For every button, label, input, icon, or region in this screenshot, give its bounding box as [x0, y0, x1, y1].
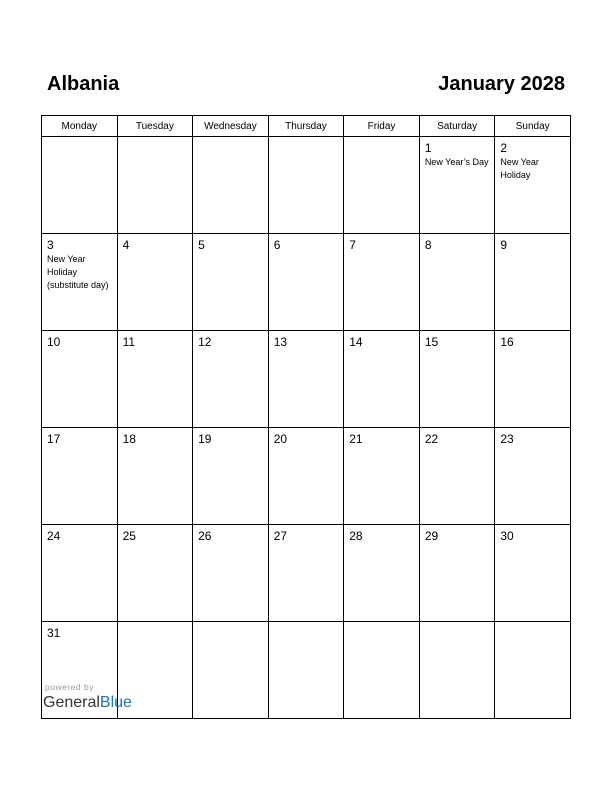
day-cell: [42, 234, 118, 331]
weekday-header: Thursday: [268, 116, 344, 137]
month-year-title: January 2028: [438, 73, 565, 95]
week-row: [42, 331, 571, 428]
day-number: 14: [349, 335, 363, 349]
day-number: 3: [47, 238, 54, 252]
day-cell: [268, 234, 344, 331]
day-cell: [42, 331, 118, 428]
day-number: 21: [349, 432, 363, 446]
weekday-header: Saturday: [419, 116, 495, 137]
day-number: 25: [122, 529, 136, 543]
day-number: 19: [198, 432, 212, 446]
country-title: Albania: [47, 73, 120, 95]
weekday-header: Friday: [344, 116, 420, 137]
day-number: 18: [122, 432, 136, 446]
holiday-label: New Year Holiday: [500, 157, 539, 180]
day-number: 27: [273, 529, 288, 543]
week-row: [42, 234, 571, 331]
day-cell: [42, 525, 118, 622]
day-cell: [495, 331, 571, 428]
day-cell: [344, 622, 420, 719]
holiday-label: New Year Holiday (substitute day): [47, 254, 109, 290]
day-cell: [42, 428, 118, 525]
day-number: 30: [500, 529, 514, 543]
day-cell: [117, 234, 193, 331]
day-cell: [344, 525, 420, 622]
day-cell: [419, 234, 495, 331]
day-cell: [495, 137, 571, 234]
weekday-header-row: [42, 116, 571, 137]
day-number: 7: [349, 238, 356, 252]
day-cell: [344, 137, 420, 234]
brand-blue-text: Blue: [99, 694, 132, 711]
day-cell: [268, 137, 344, 234]
weekday-header: Tuesday: [117, 116, 193, 137]
day-number: 6: [273, 238, 281, 252]
week-row: [42, 137, 571, 234]
holiday-label: New Year’s Day: [424, 157, 489, 167]
day-cell: [42, 137, 118, 234]
week-row: [42, 428, 571, 525]
day-number: 11: [122, 335, 136, 349]
day-cell: [193, 331, 269, 428]
day-number: 8: [424, 238, 432, 252]
day-cell: [344, 331, 420, 428]
day-cell: [419, 428, 495, 525]
day-number: 24: [47, 529, 61, 543]
day-cell: [193, 622, 269, 719]
day-cell: [268, 428, 344, 525]
day-number: 10: [47, 335, 61, 349]
day-cell: [495, 234, 571, 331]
calendar-header: [47, 70, 565, 98]
calendar-body: [42, 137, 571, 719]
day-number: 17: [47, 432, 61, 446]
day-cell: [268, 331, 344, 428]
day-cell: [193, 234, 269, 331]
weekday-header: Sunday: [495, 116, 571, 137]
day-number: 15: [424, 335, 439, 349]
day-cell: [495, 525, 571, 622]
day-cell: [419, 525, 495, 622]
weekday-header: Monday: [42, 116, 118, 137]
day-cell: [117, 428, 193, 525]
day-cell: [495, 428, 571, 525]
day-cell: [268, 525, 344, 622]
footer-brand: [43, 682, 132, 712]
calendar-grid: [41, 115, 571, 719]
day-cell: [268, 622, 344, 719]
powered-by-label: powered by: [45, 682, 94, 692]
day-number: 20: [273, 432, 288, 446]
day-number: 23: [500, 432, 514, 446]
day-number: 31: [47, 626, 61, 640]
brand-general-text: General: [43, 694, 100, 711]
day-cell: [419, 331, 495, 428]
day-number: 1: [424, 141, 432, 155]
day-number: 26: [198, 529, 212, 543]
day-number: 4: [122, 238, 130, 252]
day-cell: [419, 137, 495, 234]
day-cell: [193, 428, 269, 525]
day-cell: [117, 525, 193, 622]
weekday-header: Wednesday: [193, 116, 269, 137]
day-number: 22: [424, 432, 439, 446]
day-cell: [193, 137, 269, 234]
day-cell: [419, 622, 495, 719]
day-number: 12: [198, 335, 212, 349]
day-cell: [495, 622, 571, 719]
day-number: 28: [349, 529, 363, 543]
day-number: 2: [500, 141, 508, 155]
day-number: 13: [273, 335, 288, 349]
day-cell: [344, 428, 420, 525]
day-number: 9: [500, 238, 508, 252]
day-number: 29: [424, 529, 439, 543]
day-cell: [193, 525, 269, 622]
day-cell: [117, 331, 193, 428]
day-number: 16: [500, 335, 514, 349]
day-cell: [117, 137, 193, 234]
day-cell: [344, 234, 420, 331]
brand-logo: [43, 694, 132, 712]
week-row: [42, 525, 571, 622]
day-number: 5: [198, 238, 205, 252]
